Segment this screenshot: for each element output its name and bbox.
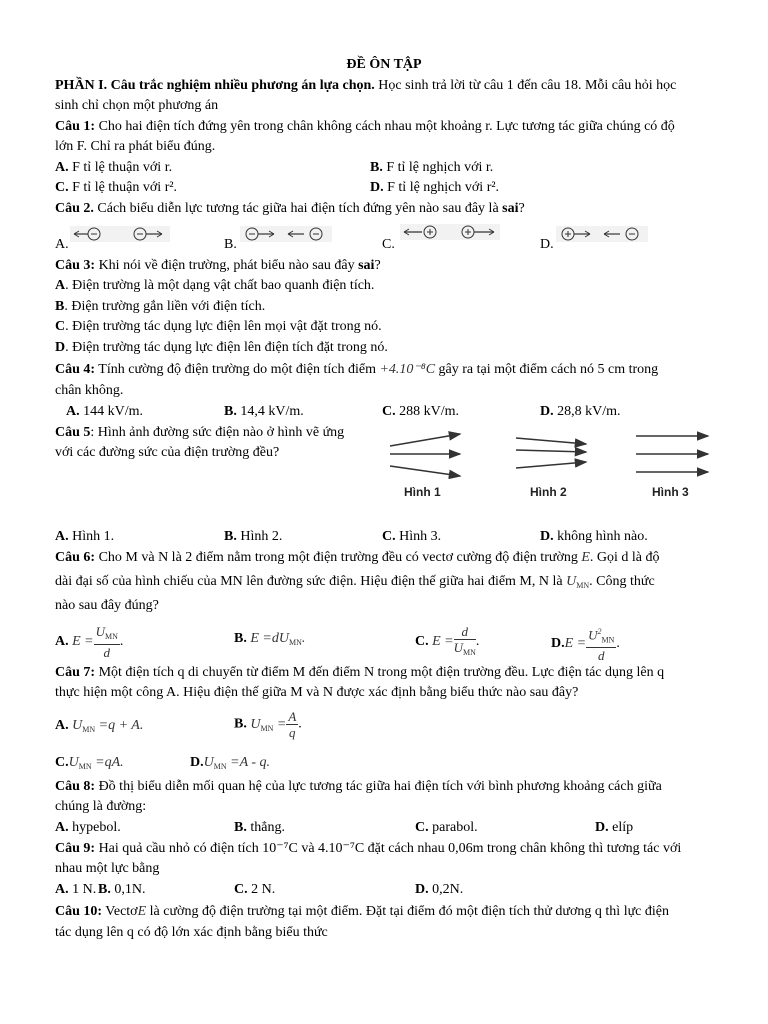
q2-option-d-key[interactable]: D. <box>540 237 554 252</box>
formula-q7b: $U_{MN}$ = <box>250 716 287 733</box>
figure-label-3: Hình 3 <box>652 485 689 499</box>
q9-stem <box>55 840 725 858</box>
option-text: F tỉ lệ thuận với r. <box>68 160 173 175</box>
formula-c: E = <box>432 634 454 650</box>
fraction-umn-squared-over-d: $\frac{U^2_{MN}}{d}$ <box>586 624 616 663</box>
option-key: C. <box>234 882 248 897</box>
formula-b: $E =dU_{MN}$. <box>250 631 306 647</box>
q5-stem <box>55 424 344 442</box>
q7-stem <box>55 664 725 682</box>
option-key: C. <box>55 755 69 770</box>
formula-d: E = <box>564 635 587 651</box>
q1-option-b[interactable] <box>370 159 493 177</box>
q2-emphasis: sai <box>502 201 519 216</box>
option-text: 0,1N. <box>110 882 146 897</box>
q9-option-c[interactable] <box>234 881 275 899</box>
q7-option-c[interactable] <box>55 754 124 776</box>
q7-label: Câu 7: <box>55 665 96 680</box>
option-key: C. <box>415 820 429 835</box>
umn-symbol: $U_{MN}$ <box>566 574 590 590</box>
option-text: F tỉ lệ thuận với r². <box>68 180 178 195</box>
q2-option-c-key[interactable]: C. <box>382 237 395 252</box>
part1-line2: sinh chỉ chọn một phương án <box>55 98 219 113</box>
q4-label: Câu 4: <box>55 362 96 377</box>
q2-option-b-key[interactable]: B. <box>224 237 237 252</box>
option-text: Hình 3. <box>395 529 442 544</box>
q10-stem-line2: tác dụng lên q có độ lớn xác định bằng biểu thức <box>55 925 328 940</box>
q3-emphasis: sai <box>358 258 375 273</box>
option-key: B <box>55 299 65 314</box>
e-vector-symbol: E <box>581 550 590 565</box>
q1-stem <box>55 118 725 136</box>
formula-q7c: $U_{MN} =qA$. <box>68 755 124 771</box>
option-key: D. <box>370 180 384 195</box>
option-key: C. <box>55 180 69 195</box>
q8-option-c[interactable] <box>415 819 478 837</box>
q1-text1: Cho hai điện tích đứng yên trong chân không cách nhau một khoảng r. Lực tương tác giữa chúng có độ <box>95 119 675 134</box>
q7-stem-line2: thực hiện một công A. Hiệu điện thế giữa M và N được xác định bằng biểu thức nào sau đây? <box>55 685 579 700</box>
option-text: 1 N. <box>68 882 97 897</box>
option-key: C. <box>415 634 429 650</box>
option-key: B. <box>234 631 247 646</box>
q2-option-c-charges-icon <box>400 220 500 244</box>
figure-label-1: Hình 1 <box>404 485 441 499</box>
q3-stem <box>55 257 725 275</box>
option-text: elíp <box>608 820 634 835</box>
option-text: 0,2N. <box>428 882 464 897</box>
q9-option-a[interactable] <box>55 881 96 899</box>
fraction-a-over-q: $\frac{A}{q}$ <box>288 709 297 740</box>
q6-stem <box>55 549 725 567</box>
q8-option-d[interactable] <box>595 819 633 837</box>
q5-option-c[interactable] <box>382 528 441 546</box>
q4-stem <box>55 361 725 379</box>
option-text: . Điện trường tác dụng lực điện lên mọi vật đặt trong nó. <box>65 319 382 334</box>
q8-stem <box>55 778 725 796</box>
option-key: D. <box>190 755 204 770</box>
formula-a: E = <box>72 634 94 650</box>
option-text: Hình 1. <box>68 529 115 544</box>
q7-option-d[interactable] <box>190 754 270 776</box>
q6-text1b: . Gọi d là độ <box>589 550 660 565</box>
formula-q7d: $U_{MN} =A - q$. <box>203 755 271 771</box>
q7-option-a[interactable] <box>55 717 143 739</box>
q6-option-b[interactable] <box>234 630 305 652</box>
q7-option-b[interactable]: B. $U_{MN}$ = $\frac{A}{q}$ . <box>234 709 302 740</box>
option-key: B. <box>98 882 111 897</box>
option-text: . Điện trường là một dạng vật chất bao quanh điện tích. <box>65 278 375 293</box>
q9-option-b[interactable] <box>98 881 145 899</box>
q9-text1: Hai quả cầu nhỏ có điện tích 10⁻⁷C và 4.10⁻⁷C đặt cách nhau 0,06m trong chân không thì tương tác với <box>95 841 682 856</box>
q4-option-a[interactable] <box>66 403 143 421</box>
q2-option-b-charges-icon <box>240 222 332 246</box>
q8-text1: Đồ thị biểu diễn mối quan hệ của lực tương tác giữa hai điện tích với bình phương khoảng cách giữa <box>95 779 662 794</box>
part1-label: PHẦN I. Câu trắc nghiệm nhiều phương án lựa chọn. <box>55 78 375 93</box>
option-key: A. <box>55 882 69 897</box>
option-text: F tỉ lệ nghịch với r². <box>383 180 500 195</box>
option-key: C. <box>382 404 396 419</box>
option-key: D <box>55 340 66 355</box>
option-key: B. <box>224 529 237 544</box>
option-key: C <box>55 319 66 334</box>
q3-label: Câu 3: <box>55 258 96 273</box>
q9-option-d[interactable] <box>415 881 463 899</box>
q4-charge-formula: +4.10⁻⁸C <box>379 362 436 377</box>
q2-tail: ? <box>518 201 525 216</box>
option-text: 28,8 kV/m. <box>553 404 621 419</box>
q6-label: Câu 6: <box>55 550 96 565</box>
q5-label: Câu 5 <box>55 425 91 440</box>
q4-option-b[interactable] <box>224 403 304 421</box>
q7-text1: Một điện tích q di chuyển từ điểm M đến điểm N trong một điện trường đều. Lực điện tác dụng lên q <box>95 665 665 680</box>
fraction-umn-over-d: $\frac{U_{MN}}{d}$ <box>95 624 118 660</box>
q8-option-a[interactable] <box>55 819 121 837</box>
q1-option-d[interactable] <box>370 179 499 197</box>
q1-label: Câu 1: <box>55 119 96 134</box>
option-text: . Điện trường gắn liền với điện tích. <box>64 299 266 314</box>
q3-option-a[interactable] <box>55 277 725 295</box>
option-key: B. <box>234 716 247 732</box>
q2-option-d-charges-icon <box>556 222 648 246</box>
q2-option-a-charges-icon <box>70 222 170 246</box>
q8-label: Câu 8: <box>55 779 96 794</box>
option-text: không hình nào. <box>553 529 648 544</box>
part1-heading <box>55 77 725 95</box>
e-vector-symbol-q10: E <box>137 904 147 919</box>
option-key: B. <box>234 820 247 835</box>
q6-option-a[interactable]: A. E = $\frac{U_{MN}}{d}$ . <box>55 624 124 660</box>
q2-label: Câu 2. <box>55 201 94 216</box>
part1-instructions: Học sinh trả lời từ câu 1 đến câu 18. Mỗi câu hỏi học <box>374 78 677 93</box>
q9-stem-line2: nhau một lực bằng <box>55 861 160 876</box>
option-text: 2 N. <box>247 882 276 897</box>
q3-option-d[interactable] <box>55 339 725 357</box>
q6-text2: dài đại số của hình chiếu của MN lên đường sức điện. Hiệu điện thế giữa hai điểm M, N là <box>55 574 563 589</box>
option-key: A. <box>55 529 69 544</box>
option-key: D. <box>551 635 565 651</box>
q5-stem-line2: với các đường sức của điện trường đều? <box>55 445 280 460</box>
q4-option-d[interactable] <box>540 403 621 421</box>
option-text: parabol. <box>428 820 478 835</box>
q5-text1: : Hình ảnh đường sức điện nào ở hình vẽ ứng <box>90 425 345 440</box>
q3-option-b[interactable] <box>55 298 725 316</box>
q4-text1: Tính cường độ điện trường do một điện tích điểm <box>95 362 376 377</box>
q8-stem-line2: chúng là đường: <box>55 799 147 814</box>
page-title: ĐỀ ÔN TẬP <box>346 57 422 72</box>
q4-text1b: gây ra tại một điểm cách nó 5 cm trong <box>435 362 659 377</box>
option-key: A. <box>55 820 69 835</box>
option-key: A. <box>55 718 69 733</box>
figure-label-2: Hình 2 <box>530 485 567 499</box>
q5-option-d[interactable] <box>540 528 648 546</box>
fraction-d-over-umn: $\frac{d}{U_{MN}}$ <box>453 624 476 657</box>
q1-option-c[interactable] <box>55 179 177 197</box>
option-key: D. <box>415 882 429 897</box>
q5-option-b[interactable] <box>224 528 282 546</box>
option-key: A. <box>66 404 80 419</box>
q5-option-a[interactable] <box>55 528 114 546</box>
q8-option-b[interactable] <box>234 819 285 837</box>
option-text: 288 kV/m. <box>395 404 460 419</box>
option-key: C. <box>382 529 396 544</box>
formula-q7a: $U_{MN} =q + A$. <box>72 718 144 734</box>
option-key: A. <box>55 634 69 650</box>
q3-text: Khi nói về điện trường, phát biểu nào sau đây <box>95 258 359 273</box>
option-text: . Điện trường tác dụng lực điện lên điện tích đặt trong nó. <box>65 340 388 355</box>
option-key: B. <box>224 404 237 419</box>
option-text: thẳng. <box>246 820 285 835</box>
q6-text1: Cho M và N là 2 điểm nằm trong một điện trường đều có vectơ cường độ điện trường <box>95 550 578 565</box>
option-key: D. <box>595 820 609 835</box>
option-text: Hình 2. <box>236 529 283 544</box>
q10-text1b: là cường độ điện trường tại một điểm. Đặt tại điểm đó một điện tích thử dương q thì lực điện <box>146 904 669 919</box>
q3-tail: ? <box>374 258 381 273</box>
q10-text1a: Vectơ <box>102 904 138 919</box>
option-text: hypebol. <box>68 820 121 835</box>
option-key: A. <box>55 160 69 175</box>
q6-text2b: . Công thức <box>589 574 655 589</box>
q1-stem-line2: lớn F. Chỉ ra phát biểu đúng. <box>55 139 216 154</box>
option-text: 144 kV/m. <box>79 404 144 419</box>
q10-label: Câu 10: <box>55 904 103 919</box>
option-key: D. <box>540 529 554 544</box>
q6-option-d[interactable]: D.E = $\frac{U^2_{MN}}{d}$ . <box>551 624 620 663</box>
q6-stem-line3: nào sau đây đúng? <box>55 598 159 613</box>
q2-option-a-key[interactable]: A. <box>55 237 69 252</box>
q9-label: Câu 9: <box>55 841 96 856</box>
q4-stem-line2: chân không. <box>55 383 124 398</box>
option-text: F tỉ lệ nghịch với r. <box>382 160 494 175</box>
q10-stem <box>55 903 725 921</box>
q3-option-c[interactable] <box>55 318 725 336</box>
q4-option-c[interactable] <box>382 403 459 421</box>
q6-stem-line2 <box>55 573 725 595</box>
q2-text: Cách biểu diễn lực tương tác giữa hai điện tích đứng yên nào sau đây là <box>93 201 503 216</box>
option-key: A <box>55 278 66 293</box>
q6-option-c[interactable]: C. E = $\frac{d}{U_{MN}}$ . <box>415 624 479 660</box>
option-key: D. <box>540 404 554 419</box>
option-text: 14,4 kV/m. <box>236 404 304 419</box>
q1-option-a[interactable] <box>55 159 172 177</box>
q2-stem <box>55 200 725 218</box>
option-key: B. <box>370 160 383 175</box>
